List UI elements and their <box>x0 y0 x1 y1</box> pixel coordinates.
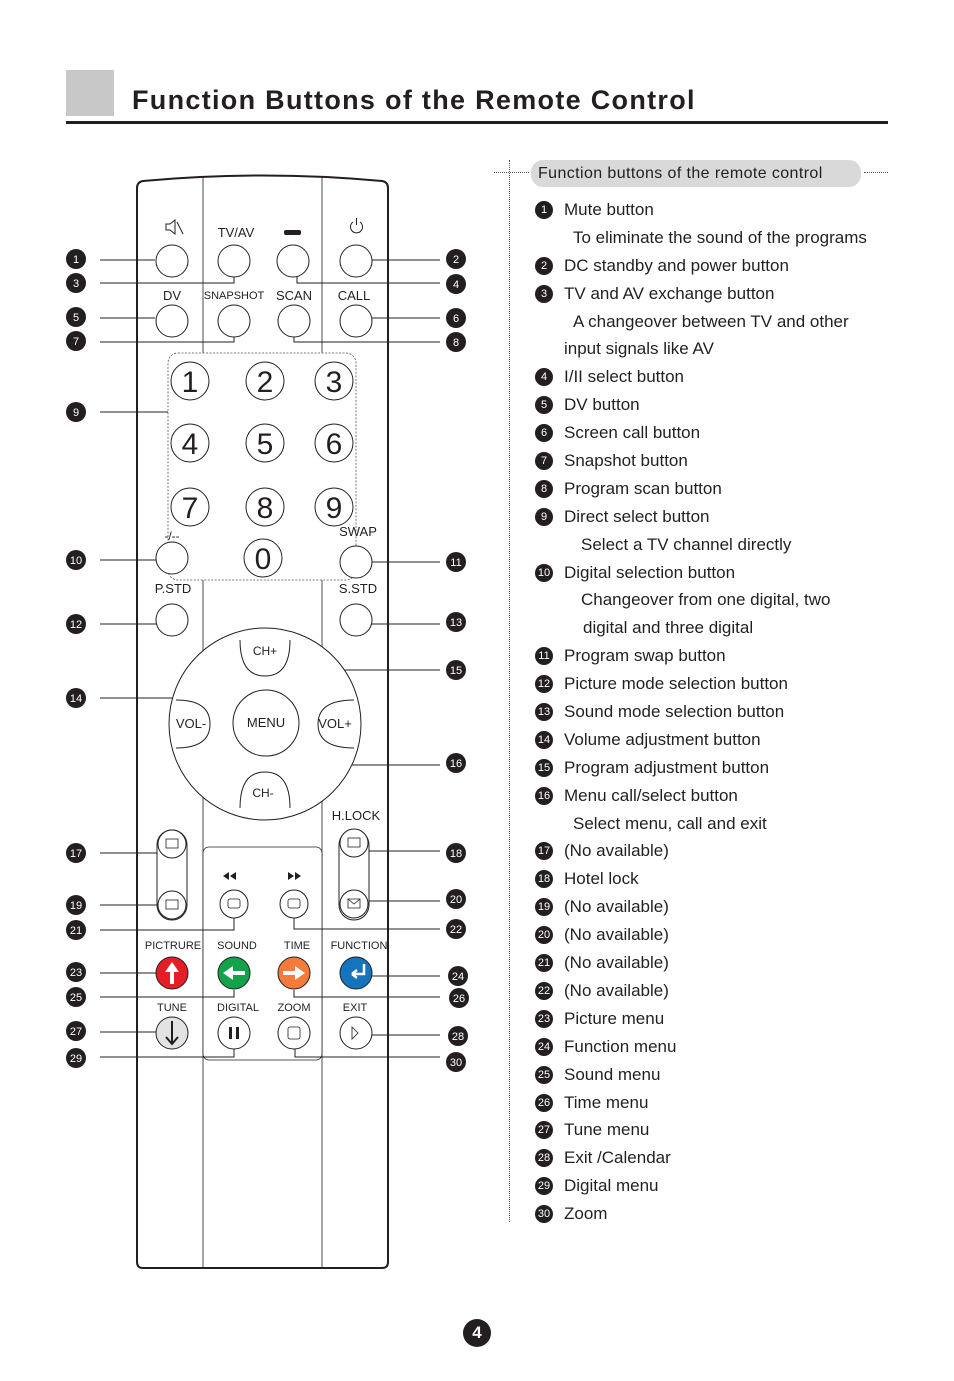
callout-6 <box>446 308 466 328</box>
list-item <box>533 865 893 893</box>
function-description: digital and three digital <box>583 618 754 638</box>
p-std-button[interactable] <box>156 604 188 636</box>
list-item <box>533 754 893 782</box>
h-lock-label: H.LOCK <box>331 808 381 823</box>
number-badge: 4 <box>535 368 553 386</box>
list-item <box>533 391 893 419</box>
function-label: (No available) <box>564 980 669 1000</box>
svg-text:19: 19 <box>69 900 83 912</box>
vol-up-label: VOL+ <box>318 716 352 731</box>
s-std-button[interactable] <box>340 604 372 636</box>
exit-button[interactable] <box>340 1017 372 1049</box>
mute-button[interactable] <box>156 245 188 277</box>
list-item <box>533 447 893 475</box>
svg-text:22: 22 <box>449 924 463 936</box>
function-label: Digital menu <box>564 1176 659 1196</box>
list-item <box>533 252 893 280</box>
function-label: Sound menu <box>564 1064 661 1084</box>
number-badge: 9 <box>535 508 553 526</box>
function-description: Changeover from one digital, two <box>581 590 831 610</box>
list-item <box>533 642 893 670</box>
callout-1 <box>66 249 86 269</box>
list-item <box>533 1033 893 1061</box>
fast-forward-button[interactable] <box>280 890 308 918</box>
list-item <box>533 921 893 949</box>
function-label: Function menu <box>564 1036 677 1056</box>
number-badge: 6 <box>535 424 553 442</box>
svg-text:18: 18 <box>449 848 463 860</box>
number-badge: 21 <box>535 954 553 972</box>
function-label: Program scan button <box>564 478 722 498</box>
number-badge: 3 <box>535 285 553 303</box>
ch-up-label: CH+ <box>252 644 278 658</box>
list-item <box>533 670 893 698</box>
function-description: Select a TV channel directly <box>581 534 792 554</box>
svg-text:6: 6 <box>452 313 460 325</box>
svg-text:2: 2 <box>452 254 460 266</box>
function-label: Menu call/select button <box>564 785 738 805</box>
svg-text:17: 17 <box>69 848 83 860</box>
function-label: Direct select button <box>564 506 710 526</box>
function-label: Volume adjustment button <box>564 729 761 749</box>
number-badge: 14 <box>535 731 553 749</box>
number-badge: 11 <box>535 647 553 665</box>
scan-button[interactable] <box>278 305 310 337</box>
function-label: Program adjustment button <box>564 757 770 777</box>
time-label: TIME <box>283 940 311 952</box>
callout-20 <box>446 889 466 909</box>
vol-down-label: VOL- <box>175 716 207 731</box>
list-item <box>533 698 893 726</box>
list-item <box>533 559 893 587</box>
scan-label: SCAN <box>275 288 313 303</box>
list-item <box>533 893 893 921</box>
svg-text:4: 4 <box>452 279 460 291</box>
digit-3-label: 3 <box>325 366 343 399</box>
power-icon <box>350 218 362 233</box>
number-badge: 5 <box>535 396 553 414</box>
digit-1-label: 1 <box>181 366 199 399</box>
digit-select-button[interactable] <box>156 542 188 574</box>
svg-text:7: 7 <box>72 336 80 348</box>
list-item <box>533 586 893 614</box>
list-item <box>533 1089 893 1117</box>
list-item <box>533 726 893 754</box>
column-divider <box>509 160 510 1222</box>
function-description: input signals like AV <box>564 339 714 359</box>
number-badge: 27 <box>535 1121 553 1139</box>
list-item <box>533 196 893 224</box>
svg-text:15: 15 <box>449 665 463 677</box>
number-badge: 17 <box>535 842 553 860</box>
list-item <box>533 1061 893 1089</box>
callout-17 <box>66 843 86 863</box>
list-item <box>533 1005 893 1033</box>
ch-down-label: CH- <box>252 786 274 800</box>
digit-2-label: 2 <box>256 366 274 399</box>
function-label: (No available) <box>564 897 669 917</box>
function-label: TV and AV exchange button <box>564 283 775 303</box>
callout-26 <box>449 988 469 1008</box>
number-badge: 12 <box>535 675 553 693</box>
digital-label: DIGITAL <box>217 1002 259 1014</box>
tv-av-button[interactable] <box>218 245 250 277</box>
svg-text:11: 11 <box>450 557 462 569</box>
svg-text:29: 29 <box>69 1053 83 1065</box>
list-item <box>533 1116 893 1144</box>
function-label: Time menu <box>564 1092 649 1112</box>
function-label: Sound mode selection button <box>564 702 785 722</box>
number-badge: 30 <box>535 1205 553 1223</box>
svg-text:9: 9 <box>72 407 80 419</box>
callout-27 <box>66 1021 86 1041</box>
s-std-label: S.STD <box>338 581 378 596</box>
number-badge: 19 <box>535 898 553 916</box>
function-list <box>533 196 893 1228</box>
number-badge: 26 <box>535 1094 553 1112</box>
callout-16 <box>446 753 466 773</box>
list-item <box>533 1172 893 1200</box>
list-item <box>533 224 893 252</box>
number-badge: 15 <box>535 759 553 777</box>
number-badge: 10 <box>535 564 553 582</box>
snapshot-button[interactable] <box>218 305 250 337</box>
picture-label: PICTRURE <box>144 940 202 952</box>
number-badge: 25 <box>535 1066 553 1084</box>
digit-7-label: 7 <box>181 492 199 525</box>
tv-av-label: TV/AV <box>217 225 255 240</box>
svg-text:26: 26 <box>452 993 466 1005</box>
list-item <box>533 335 893 363</box>
dual-icon <box>284 230 301 235</box>
number-badge: 7 <box>535 452 553 470</box>
number-badge: 1 <box>535 201 553 219</box>
callout-12 <box>66 614 86 634</box>
sound-label: SOUND <box>217 940 257 952</box>
callout-29 <box>66 1048 86 1068</box>
callout-24 <box>448 966 468 986</box>
callout-28 <box>448 1026 468 1046</box>
svg-text:12: 12 <box>69 619 83 631</box>
svg-text:14: 14 <box>69 693 83 705</box>
swap-button[interactable] <box>340 546 372 578</box>
svg-text:5: 5 <box>72 312 80 324</box>
i-ii-select-button[interactable] <box>277 245 309 277</box>
call-button[interactable] <box>340 305 372 337</box>
dv-label: DV <box>162 288 182 303</box>
function-label: Digital selection button <box>564 562 736 582</box>
function-label: Picture menu <box>564 1008 665 1028</box>
list-item <box>533 614 893 642</box>
callout-22 <box>446 919 466 939</box>
callout-3 <box>66 273 86 293</box>
callout-23 <box>66 962 86 982</box>
list-item <box>533 308 893 336</box>
digit-4-label: 4 <box>181 428 199 461</box>
digit-5-label: 5 <box>256 428 274 461</box>
svg-text:1: 1 <box>72 254 80 266</box>
function-label: (No available) <box>564 953 669 973</box>
number-badge: 13 <box>535 703 553 721</box>
function-description: To eliminate the sound of the programs <box>573 227 867 247</box>
function-label: I/II select button <box>564 367 685 387</box>
dv-button[interactable] <box>156 305 188 337</box>
callout-25 <box>66 987 86 1007</box>
callout-19 <box>66 895 86 915</box>
function-label: Exit /Calendar <box>564 1148 671 1168</box>
callout-14 <box>66 688 86 708</box>
digital-button[interactable] <box>218 1017 250 1049</box>
callout-10 <box>66 550 86 570</box>
svg-text:13: 13 <box>449 617 463 629</box>
rewind-button[interactable] <box>220 890 248 918</box>
list-item <box>533 363 893 391</box>
teletext-down-button[interactable] <box>158 891 186 919</box>
svg-text:24: 24 <box>451 971 465 983</box>
exit-label: EXIT <box>342 1002 368 1014</box>
list-item <box>533 1144 893 1172</box>
svg-text:27: 27 <box>69 1026 83 1038</box>
list-item <box>533 503 893 531</box>
swap-label: SWAP <box>339 524 377 539</box>
list-item <box>533 782 893 810</box>
menu-label: MENU <box>246 715 286 730</box>
hotel-lock-button[interactable] <box>340 829 368 857</box>
function-label: DV button <box>564 395 640 415</box>
list-item <box>533 810 893 838</box>
svg-text:23: 23 <box>69 967 83 979</box>
power-button[interactable] <box>340 245 372 277</box>
callout-21 <box>66 920 86 940</box>
svg-text:8: 8 <box>452 337 460 349</box>
number-badge: 18 <box>535 870 553 888</box>
function-label: Tune menu <box>564 1120 650 1140</box>
callout-15 <box>446 660 466 680</box>
function-label: (No available) <box>564 841 669 861</box>
function-description: Select menu, call and exit <box>573 813 767 833</box>
number-badge: 8 <box>535 480 553 498</box>
list-item <box>533 419 893 447</box>
number-badge: 16 <box>535 787 553 805</box>
mute-icon <box>166 220 183 234</box>
callout-2 <box>446 249 466 269</box>
list-item <box>533 475 893 503</box>
number-badge: 29 <box>535 1177 553 1195</box>
function-label: Screen call button <box>564 423 701 443</box>
callout-18 <box>446 843 466 863</box>
digit-6-label: 6 <box>325 428 343 461</box>
callout-4 <box>446 274 466 294</box>
page-title: Function Buttons of the Remote Control <box>132 85 696 115</box>
function-label: Hotel lock <box>564 869 639 889</box>
call-label: CALL <box>337 288 371 303</box>
digit-8-label: 8 <box>256 492 274 525</box>
svg-text:21: 21 <box>69 925 83 937</box>
function-label: Mute button <box>564 200 654 219</box>
function-label: Snapshot button <box>564 451 688 471</box>
svg-text:25: 25 <box>69 992 83 1004</box>
digit-9-label: 9 <box>325 492 343 525</box>
list-item <box>533 1200 893 1228</box>
number-badge: 20 <box>535 926 553 944</box>
function-label: Program swap button <box>564 646 726 666</box>
function-label: Zoom <box>564 1204 608 1224</box>
svg-text:28: 28 <box>451 1031 465 1043</box>
function-label: DC standby and power button <box>564 255 789 275</box>
number-badge: 2 <box>535 257 553 275</box>
callout-30 <box>446 1052 466 1072</box>
section-label: Function buttons of the remote control <box>531 160 861 187</box>
svg-text:30: 30 <box>449 1057 463 1069</box>
callout-8 <box>446 332 466 352</box>
zoom-label: ZOOM <box>277 1002 311 1014</box>
digit-0-label: 0 <box>254 543 272 576</box>
number-badge: 28 <box>535 1149 553 1167</box>
list-item <box>533 949 893 977</box>
list-item <box>533 977 893 1005</box>
callout-11 <box>446 552 466 572</box>
function-label: FUNCTION <box>330 940 388 952</box>
callout-13 <box>446 612 466 632</box>
page-number: 4 <box>463 1319 491 1347</box>
callout-7 <box>66 331 86 351</box>
list-item <box>533 280 893 308</box>
number-badge: 24 <box>535 1038 553 1056</box>
function-label: (No available) <box>564 925 669 945</box>
svg-text:3: 3 <box>72 278 80 290</box>
p-std-label: P.STD <box>154 581 192 596</box>
number-badge: 22 <box>535 982 553 1000</box>
tune-label: TUNE <box>157 1002 187 1014</box>
list-item <box>533 837 893 865</box>
remote-control-diagram <box>0 0 500 1290</box>
snapshot-label: SNAPSHOT <box>203 290 265 302</box>
label-leader-right <box>864 172 888 173</box>
zoom-button[interactable] <box>278 1017 310 1049</box>
svg-text:20: 20 <box>449 894 463 906</box>
list-item <box>533 531 893 559</box>
number-badge: 23 <box>535 1010 553 1028</box>
svg-text:10: 10 <box>69 555 83 567</box>
digit-select-label: -/-- <box>164 529 180 543</box>
callout-5 <box>66 307 86 327</box>
function-label: Picture mode selection button <box>564 674 788 694</box>
function-description: A changeover between TV and other <box>573 311 849 331</box>
svg-text:16: 16 <box>449 758 463 770</box>
teletext-up-button[interactable] <box>158 830 186 858</box>
callout-9 <box>66 402 86 422</box>
